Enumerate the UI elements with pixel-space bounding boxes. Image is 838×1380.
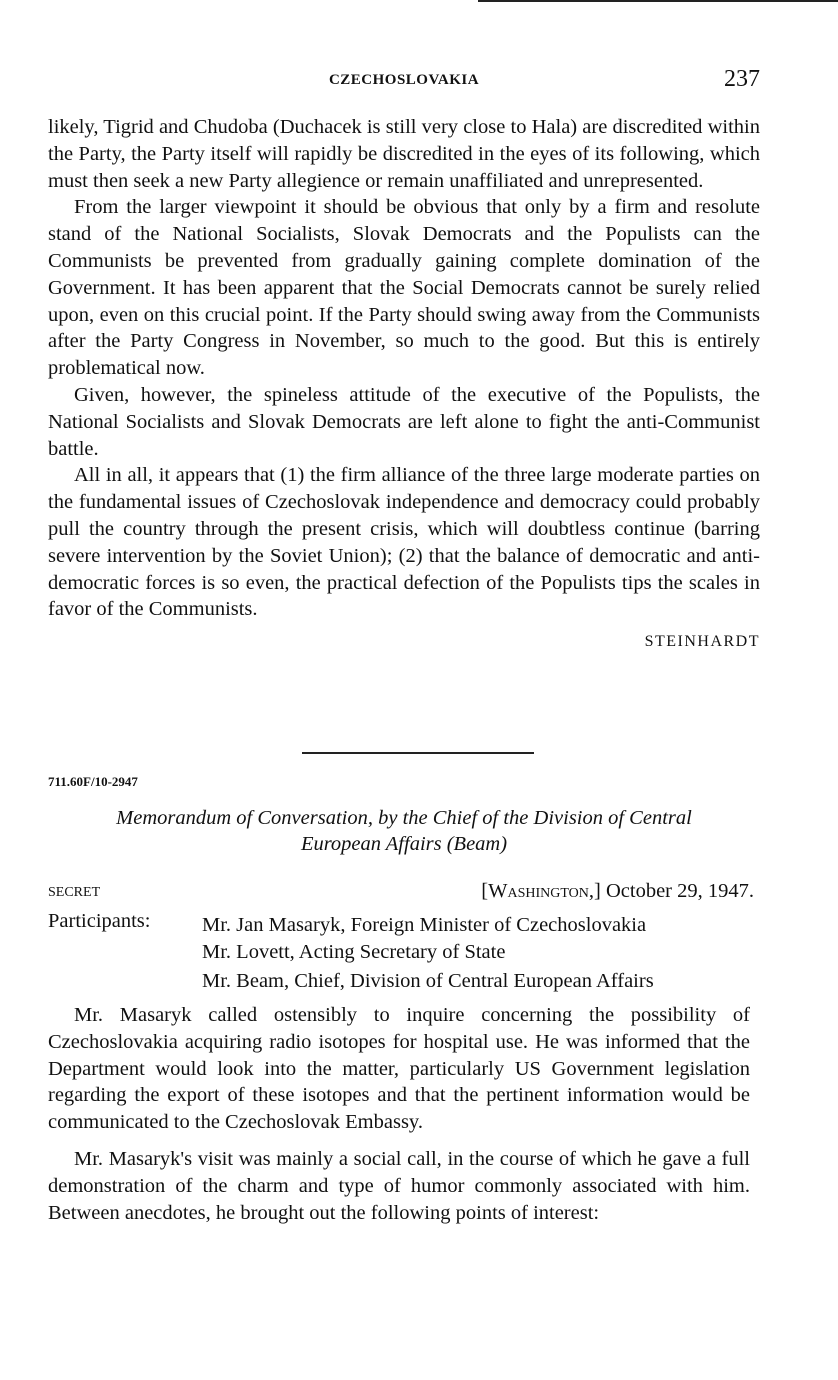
memo-title-line: Memorandum of Conversation, by the Chief of the Division of Central: [116, 807, 692, 829]
dispatch-paragraph: likely, Tigrid and Chudoba (Duchacek is still very close to Hala) are discredited within the Party, the Party itself will rapidly be discredited in the eyes of its following, which must then seek a new Party allegience or remain unaffiliated and unrepresented.: [48, 116, 760, 192]
dateline-place: [Washington,]: [481, 880, 601, 902]
dispatch-continuation: [48, 114, 760, 656]
memo-paragraph: Mr. Masaryk's visit was mainly a social call, in the course of which he gave a full demonstration of the charm and type of humor commonly associated with him. Between anecdotes, he brought out the following points of interest:: [48, 1147, 750, 1224]
signature: STEINHARDT: [644, 633, 760, 651]
page-number: 237: [724, 66, 760, 92]
classification-label: SECRET: [48, 885, 101, 900]
running-head: CZECHOSLOVAKIA: [328, 72, 480, 88]
participant-item: Mr. Beam, Chief, Division of Central European Affairs: [202, 970, 654, 992]
memo-title: [48, 805, 760, 857]
memo-paragraph: Mr. Masaryk called ostensibly to inquire concerning the possibility of Czechoslovakia acquiring radio isotopes for hospital use. He was informed that the Department would look into the matter, particularly US Government legislation regarding the export of these isotopes and that the pertinent information would be communicated to the Czechoslovak Embassy.: [48, 1004, 750, 1134]
file-number: 711.60F/10-2947: [48, 774, 138, 789]
dispatch-paragraph: From the larger viewpoint it should be obvious that only by a firm and resolute stand of the National Socialists, Slovak Democrats and the Populists can the Communists be prevented from gradually gaining complete domination of the Government. It has been apparent that the Social Democrats cannot be surely relied upon, even on this crucial point. If the Party should swing away from the Communists after the Party Congress in November, so much to the good. But this is entirely problematical now.: [48, 196, 760, 380]
memo-title-line: European Affairs (Beam): [300, 833, 508, 855]
dispatch-paragraph: Given, however, the spineless attitude of the executive of the Populists, the National Socialists and Slovak Democrats are left alone to fight the anti-Communist battle.: [48, 383, 760, 460]
participant-item: Mr. Jan Masaryk, Foreign Minister of Czechoslovakia: [202, 914, 647, 936]
participant-item: Mr. Lovett, Acting Secretary of State: [202, 941, 506, 963]
page-header: [48, 68, 760, 98]
section-divider: [302, 752, 534, 754]
participants-label: Participants:: [48, 910, 151, 932]
dateline: [481, 880, 754, 903]
top-edge-rule: [478, 0, 838, 2]
dateline-date: October 29, 1947.: [605, 880, 754, 902]
dispatch-paragraph: All in all, it appears that (1) the firm alliance of the three large moderate parties on the fundamental issues of Czechoslovak independence and democracy could probably pull the country through the present crisis, which will doubtless continue (barring severe intervention by the Soviet Union); (2) that the balance of democratic and anti-democratic forces is so even, the practical defection of the Populists tips the scales in favor of the Communists.: [48, 464, 760, 621]
memo-body: [48, 1002, 750, 1226]
